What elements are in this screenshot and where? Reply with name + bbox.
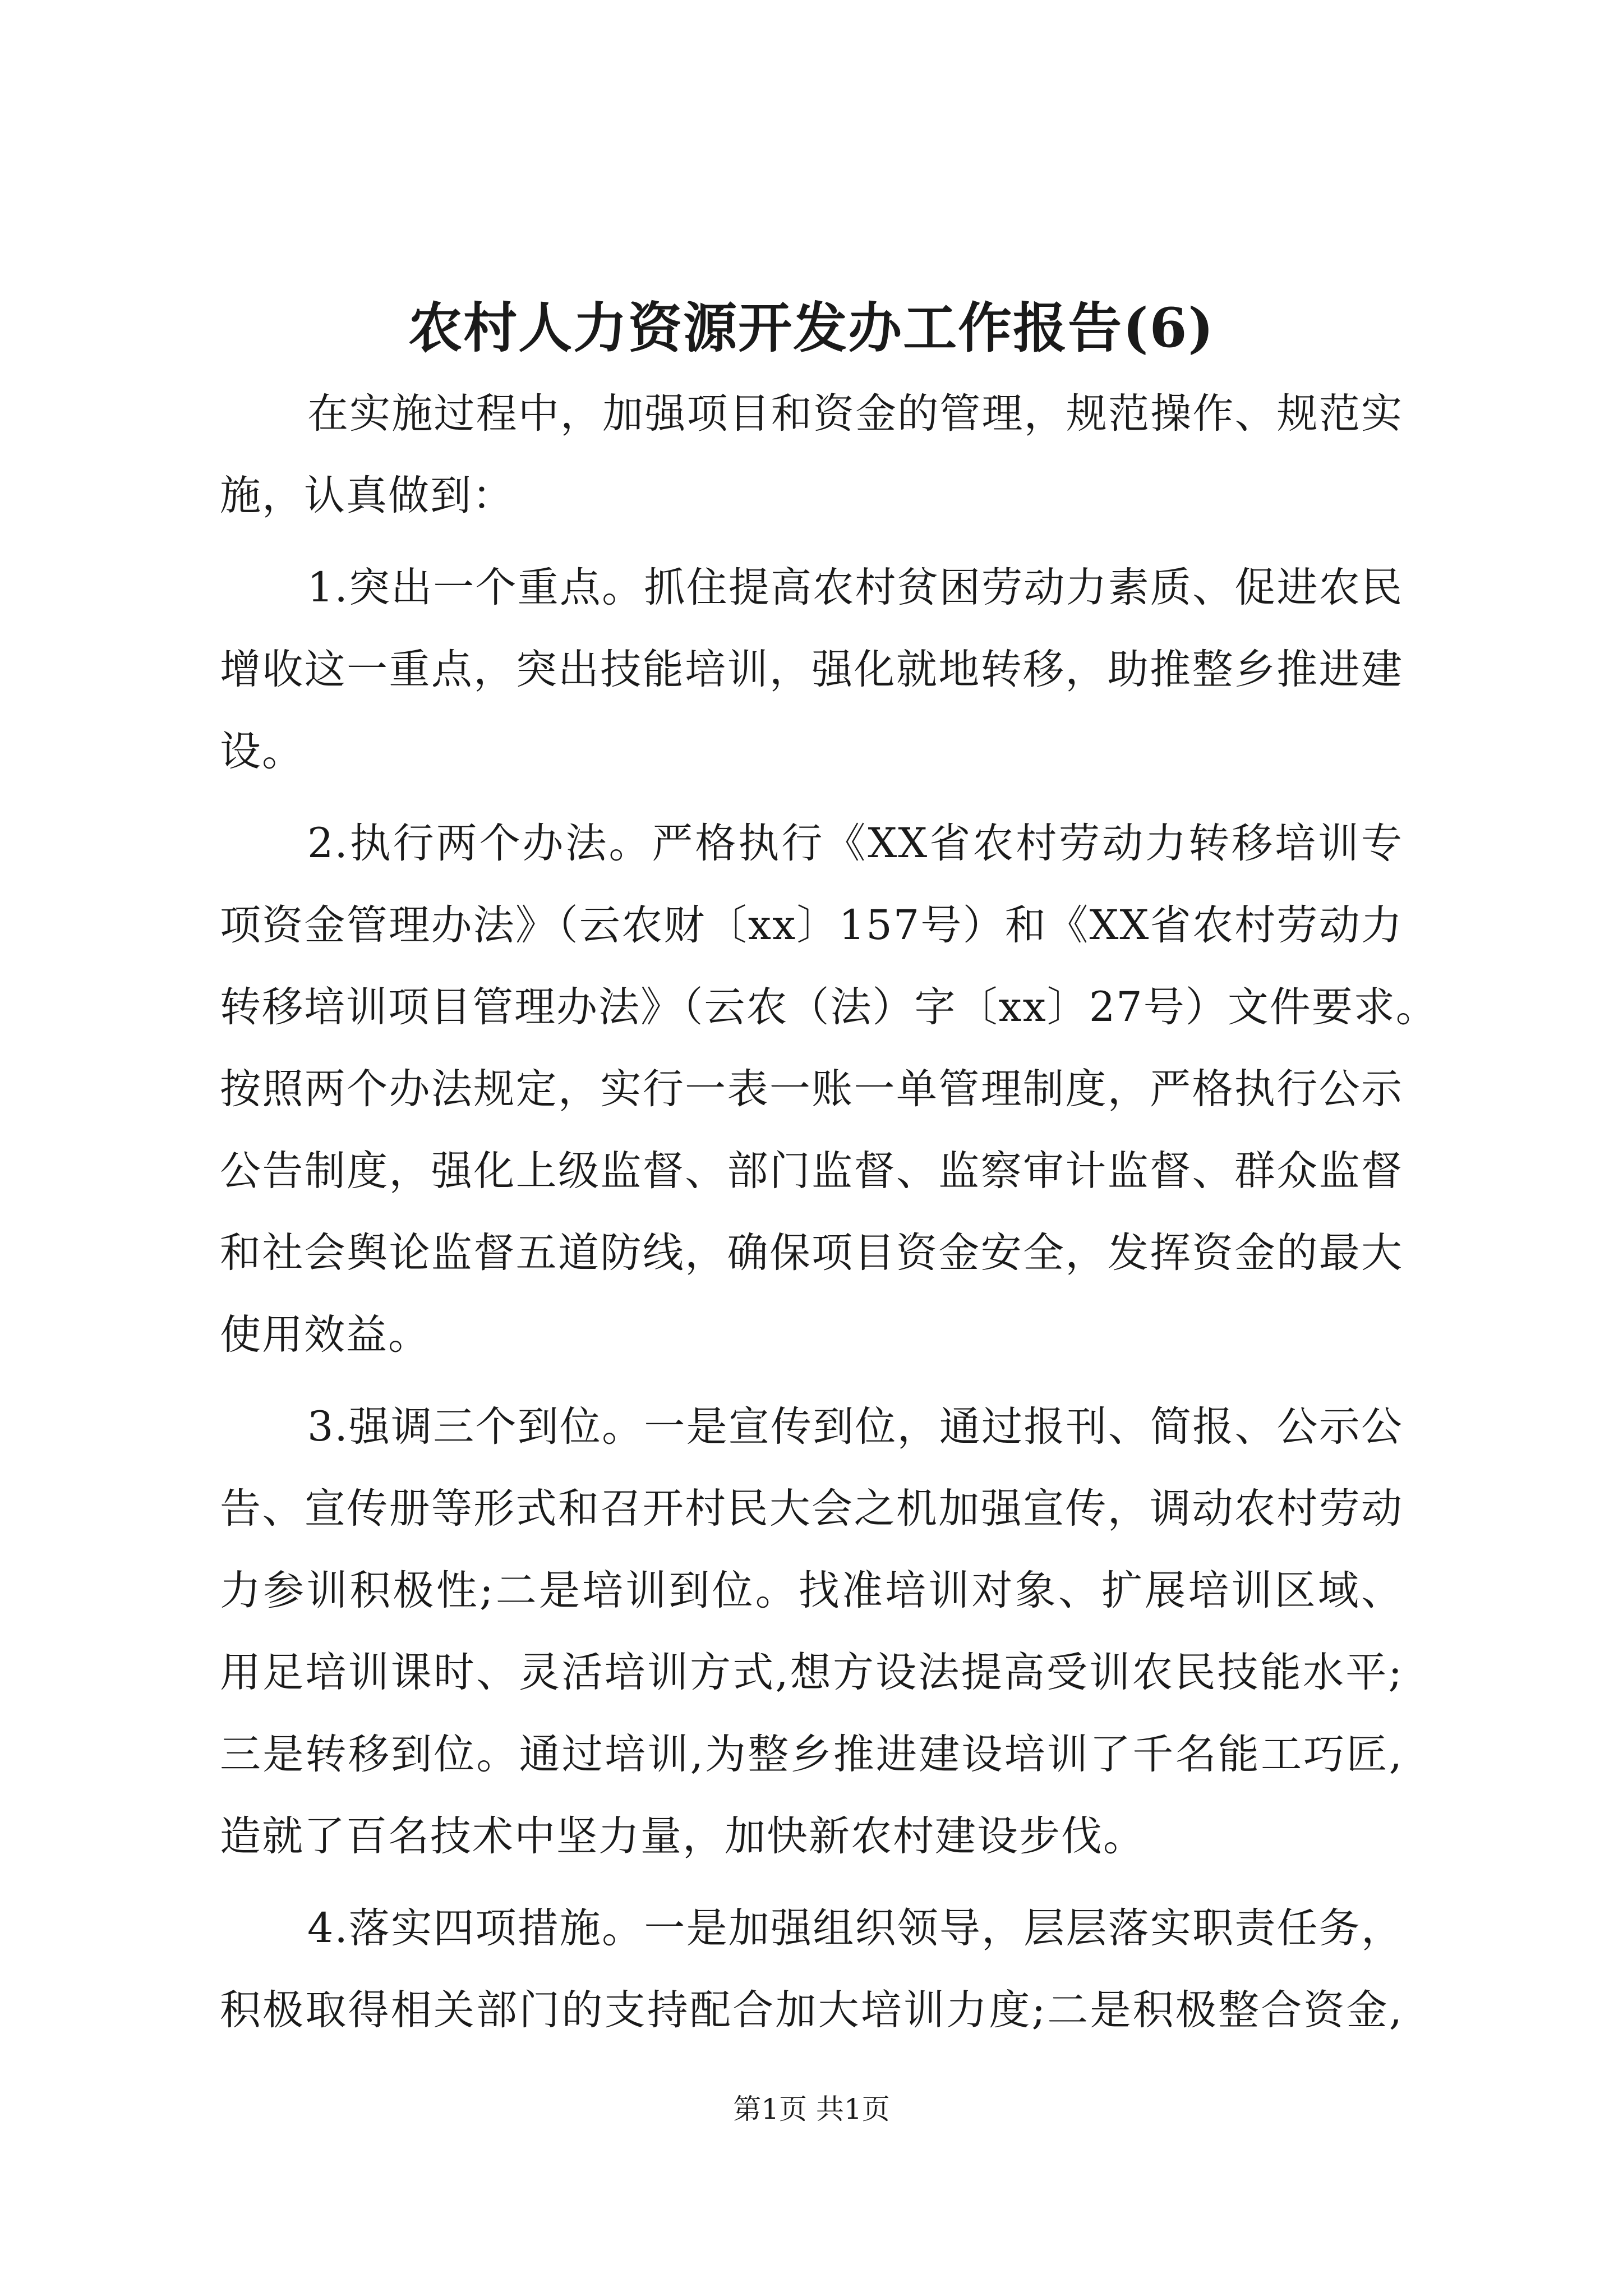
text-line: 3.强调三个到位。一是宣传到位，通过报刊、简报、公示公 bbox=[307, 1403, 1403, 1451]
text-line: 项资金管理办法》（云农财〔xx〕157号）和《XX省农村劳动力 bbox=[220, 901, 1403, 949]
text-line: 力参训积极性;二是培训到位。找准培训对象、扩展培训区域、 bbox=[220, 1567, 1403, 1614]
text-line: 造就了百名技术中坚力量，加快新农村建设步伐。 bbox=[220, 1812, 1145, 1860]
page-footer: 第1页 共1页 bbox=[733, 2093, 890, 2125]
text-line: 积极取得相关部门的支持配合加大培训力度;二是积极整合资金, bbox=[220, 1986, 1403, 2034]
paragraph bbox=[220, 1386, 1403, 1878]
text-line: 在实施过程中，加强项目和资金的管理，规范操作、规范实 bbox=[307, 390, 1403, 438]
text-line: 和社会舆论监督五道防线，确保项目资金安全，发挥资金的最大 bbox=[220, 1229, 1403, 1277]
paragraph bbox=[220, 373, 1403, 537]
text-line: 告、宣传册等形式和召开村民大会之机加强宣传，调动农村劳动 bbox=[220, 1485, 1403, 1533]
text-line: 转移培训项目管理办法》（云农（法）字〔xx〕27号）文件要求。 bbox=[220, 983, 1438, 1031]
document-body bbox=[220, 373, 1438, 2051]
text-line: 公告制度，强化上级监督、部门监督、监察审计监督、群众监督 bbox=[220, 1147, 1403, 1195]
paragraph bbox=[220, 547, 1403, 793]
text-line: 使用效益。 bbox=[220, 1311, 430, 1359]
text-line: 三是转移到位。通过培训,为整乡推进建设培训了千名能工巧匠, bbox=[220, 1731, 1403, 1778]
text-line: 设。 bbox=[220, 728, 304, 775]
text-line: 2.执行两个办法。严格执行《XX省农村劳动力转移培训专 bbox=[307, 820, 1403, 867]
text-line: 增收这一重点，突出技能培训，强化就地转移，助推整乡推进建 bbox=[220, 646, 1403, 693]
paragraph bbox=[220, 1888, 1403, 2051]
text-line: 用足培训课时、灵活培训方式,想方设法提高受训农民技能水平; bbox=[220, 1649, 1403, 1696]
text-line: 按照两个办法规定，实行一表一账一单管理制度，严格执行公示 bbox=[220, 1065, 1403, 1113]
paragraph bbox=[220, 803, 1438, 1376]
text-line: 1.突出一个重点。抓住提高农村贫困劳动力素质、促进农民 bbox=[307, 564, 1403, 611]
document-title: 农村人力资源开发办工作报告(6) bbox=[408, 296, 1215, 360]
text-line: 施，认真做到： bbox=[220, 472, 514, 519]
text-line: 4.落实四项措施。一是加强组织领导，层层落实职责任务， bbox=[307, 1904, 1403, 1952]
